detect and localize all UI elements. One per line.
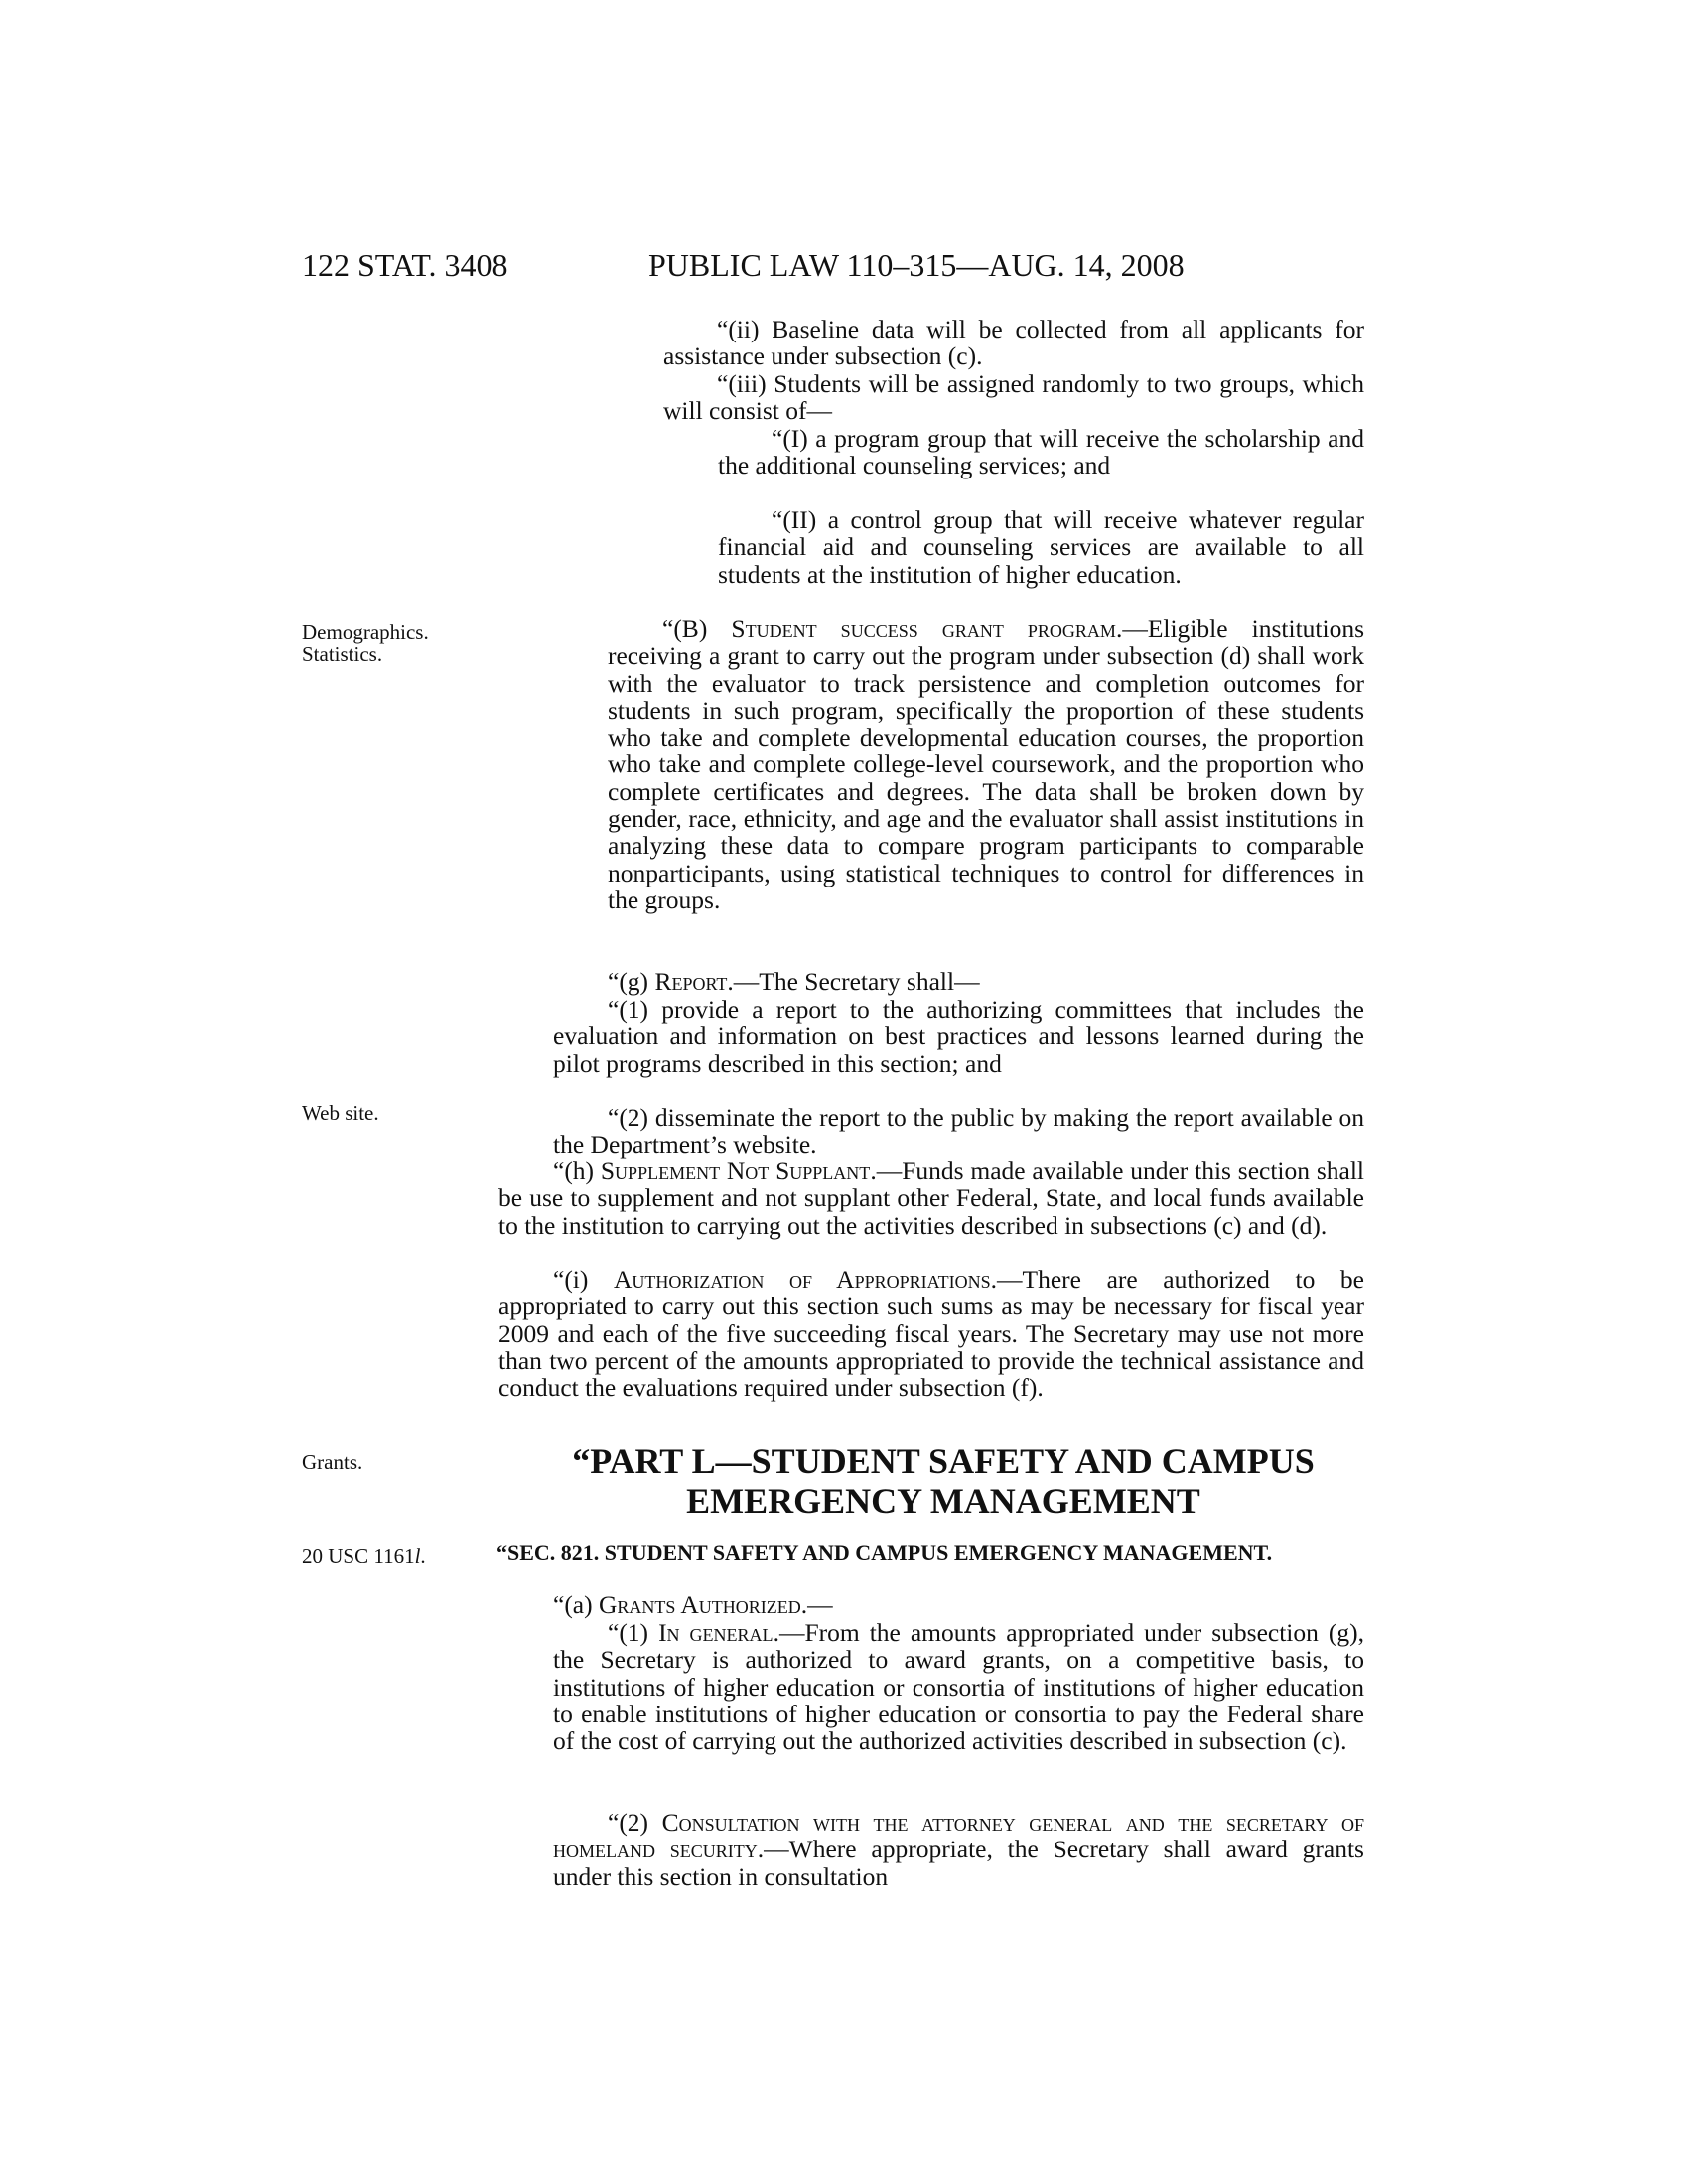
paragraph-g-heading: Report <box>654 967 728 996</box>
usc-citation-suffix: l <box>414 1544 421 1568</box>
margin-note-usc-citation <box>302 1545 426 1567</box>
usc-citation-period: . <box>420 1544 426 1568</box>
paragraph-B-text: .—Eligible institutions receiving a grant to carry out the program under subsection (d) shall work with the evaluator to track persistence and completion outcomes for students in such program, specifically the proportion of these students who take and complete developmental education courses, the proportion who take and complete college-level coursework, and the proportion who complete certificates and degrees. The data shall be broken down by gender, race, ethnicity, and age and the evaluator shall assist institutions in analyzing these data to compare program participants to comparable nonparticipants, using statistical techniques to control for differences in the groups. <box>608 614 1364 914</box>
part-heading <box>496 1441 1390 1521</box>
usc-citation-text: 20 USC 1161 <box>302 1544 415 1568</box>
paragraph-B <box>608 615 1364 913</box>
margin-note-demographics-text: Demographics. <box>302 620 429 644</box>
paragraph-ii: “(ii) Baseline data will be collected from all applicants for assistance under subsection (c). <box>663 315 1364 371</box>
paragraph-h-heading: Supplement Not Supplant <box>600 1157 871 1185</box>
paragraph-g2: “(2) disseminate the report to the public by making the report available on the Department’s website. <box>553 1103 1364 1160</box>
part-heading-line-2: EMERGENCY MANAGEMENT <box>686 1481 1200 1521</box>
margin-note-statistics-text: Statistics. <box>302 642 383 666</box>
paragraph-a2-heading: Consultation with the attorney general and the secretary of homeland security <box>553 1808 1364 1864</box>
paragraph-i-heading: Authorization of Appropriations <box>613 1265 991 1294</box>
paragraph-a <box>498 1591 1364 1618</box>
paragraph-g1: “(1) provide a report to the authorizing committees that includes the evaluation and information on best practices and lessons learned during the pilot programs described in this section; and <box>553 995 1364 1078</box>
paragraph-h <box>498 1158 1364 1239</box>
paragraph-a1 <box>553 1619 1364 1754</box>
paragraph-g <box>553 968 1364 995</box>
paragraph-a-text: .— <box>800 1590 833 1619</box>
paragraph-i <box>498 1266 1364 1401</box>
paragraph-B-prefix: “(B) <box>662 614 732 643</box>
paragraph-h-text: .—Funds made available under this section shall be use to supplement and not supplant other Federal, State, and local funds available to the institution to carrying out the activities described in subsections (c) and (d). <box>498 1157 1364 1240</box>
paragraph-II: “(II) a control group that will receive whatever regular financial aid and counseling services are available to all students at the institution of higher education. <box>718 505 1364 589</box>
public-law-header: PUBLIC LAW 110–315—AUG. 14, 2008 <box>648 247 1185 283</box>
paragraph-B-heading: Student success grant program <box>731 614 1116 643</box>
margin-note-website: Web site. <box>302 1101 379 1125</box>
paragraph-a2-text: .—Where appropriate, the Secretary shall award grants under this section in consultation <box>553 1835 1364 1891</box>
paragraph-i-prefix: “(i) <box>553 1265 614 1294</box>
part-heading-line-1: “PART L—STUDENT SAFETY AND CAMPUS <box>572 1441 1315 1481</box>
paragraph-a1-heading: In general <box>658 1618 774 1647</box>
paragraph-g-prefix: “(g) <box>608 967 655 996</box>
statute-page-number: 122 STAT. 3408 <box>302 247 508 283</box>
paragraph-a1-prefix: “(1) <box>608 1618 659 1647</box>
margin-note-demographics <box>302 621 429 665</box>
margin-note-grants: Grants. <box>302 1450 363 1474</box>
paragraph-a-heading: Grants Authorized <box>599 1590 801 1619</box>
paragraph-i-text: .—There are authorized to be appropriated to carry out this section such sums as may be necessary for fiscal year 2009 and each of the five succeeding fiscal years. The Secretary may use not more than two percent of the amounts appropriated to provide the technical assistance and conduct the evaluations required under subsection (f). <box>498 1265 1365 1403</box>
paragraph-a2-prefix: “(2) <box>608 1808 662 1837</box>
paragraph-iii: “(iii) Students will be assigned randomly to two groups, which will consist of— <box>663 369 1364 426</box>
paragraph-h-prefix: “(h) <box>553 1157 601 1185</box>
section-heading: “SEC. 821. STUDENT SAFETY AND CAMPUS EMERGENCY MANAGEMENT. <box>496 1540 1273 1565</box>
paragraph-a1-text: .—From the amounts appropriated under subsection (g), the Secretary is authorized to award grants, on a competitive basis, to institutions of higher education or consortia of institutions of higher education to enable institutions of higher education or consortia to pay the Federal share of the cost of carrying out the authorized activities described in subsection (c). <box>553 1618 1364 1756</box>
paragraph-a-prefix: “(a) <box>553 1590 599 1619</box>
paragraph-a2 <box>553 1809 1364 1890</box>
paragraph-g-text: .—The Secretary shall— <box>727 967 980 996</box>
paragraph-I: “(I) a program group that will receive the scholarship and the additional counseling services; and <box>718 424 1364 480</box>
